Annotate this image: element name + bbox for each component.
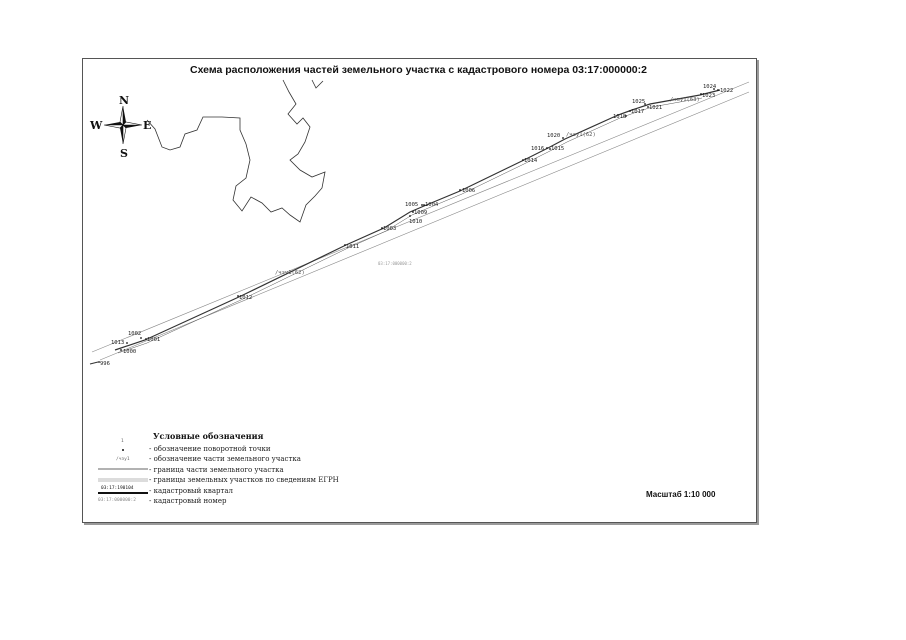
part-label: /чзу1(62) [566,132,596,138]
point-marker [459,189,461,191]
point-label: 1003 [383,226,397,232]
point-marker [140,337,142,339]
irregular-boundary-top [312,80,323,88]
cadastral-number-label: 03:17:000000:2 [378,261,412,266]
point-label: 1009 [414,210,428,216]
point-marker [546,147,548,149]
point-marker [717,89,719,91]
legend-part-symbol: /чзу1 [116,457,130,462]
legend-item-cadastral: - кадастровый номер [149,497,227,505]
point-marker [562,137,564,139]
point-label: 1005 [405,202,419,208]
point-label: 1020 [547,133,561,139]
point-label: 1002 [128,331,142,337]
point-label: 1000 [123,349,137,355]
legend-point-number: 1 [121,439,124,444]
point-label: 1024 [703,84,717,90]
point-label: 1004 [425,202,439,208]
legend-point-symbol [122,449,124,451]
compass-s: S [120,147,128,160]
point-marker [120,349,122,351]
point-marker [126,342,128,344]
point-label: 1015 [551,146,565,152]
legend-item-quarter: - кадастровый квартал [149,487,233,495]
parcel-boundary-upper [92,82,749,352]
point-label: 1022 [720,88,734,94]
point-label: 1013 [111,340,125,346]
scale-label: Масштаб 1:10 000 [646,490,716,499]
point-label: 1025 [632,99,646,105]
legend-quarter-number: 03:17:190104 [101,486,134,491]
legend-title: Условные обозначения [153,431,264,441]
compass-rose [89,94,151,160]
point-label: 1021 [649,105,663,111]
point-label: 1006 [462,188,476,194]
point-label: 1010 [409,219,423,225]
point-label: 1016 [531,146,545,152]
point-label: 1011 [346,244,360,250]
legend-item-part-boundary: - граница части земельного участка [149,466,284,474]
legend-cadastral-number: 03:17:000000:2 [98,498,136,503]
point-labels [100,84,733,367]
part-label: /чзу1(62) [275,270,305,276]
map-title: Схема расположения частей земельного участка с кадастрового номера 03:17:000000:2 [190,64,647,76]
part-label: /чзу1(63) [670,97,700,103]
point-label: 1017 [631,109,645,115]
point-label: 1012 [239,295,253,301]
compass-e: E [143,119,152,132]
parcel-start-segment [90,362,98,364]
irregular-boundary [147,80,325,222]
compass-w: W [90,119,103,132]
legend-item-point: - обозначение поворотной точки [149,445,271,453]
point-marker [409,215,411,217]
compass-n: N [119,94,130,107]
legend-item-egrn-boundary: - границы земельных участков по сведениям ЕГРН [149,476,339,484]
point-label: 1018 [613,114,627,120]
parcel-part-line-2 [118,98,702,353]
point-marker [421,204,423,206]
point-label: 1001 [147,337,161,343]
point-label: 996 [100,361,110,367]
point-label: 1014 [524,158,538,164]
legend-item-part: - обозначение части земельного участка [149,455,301,463]
turning-points [98,88,719,363]
point-label: 1023 [702,93,716,99]
